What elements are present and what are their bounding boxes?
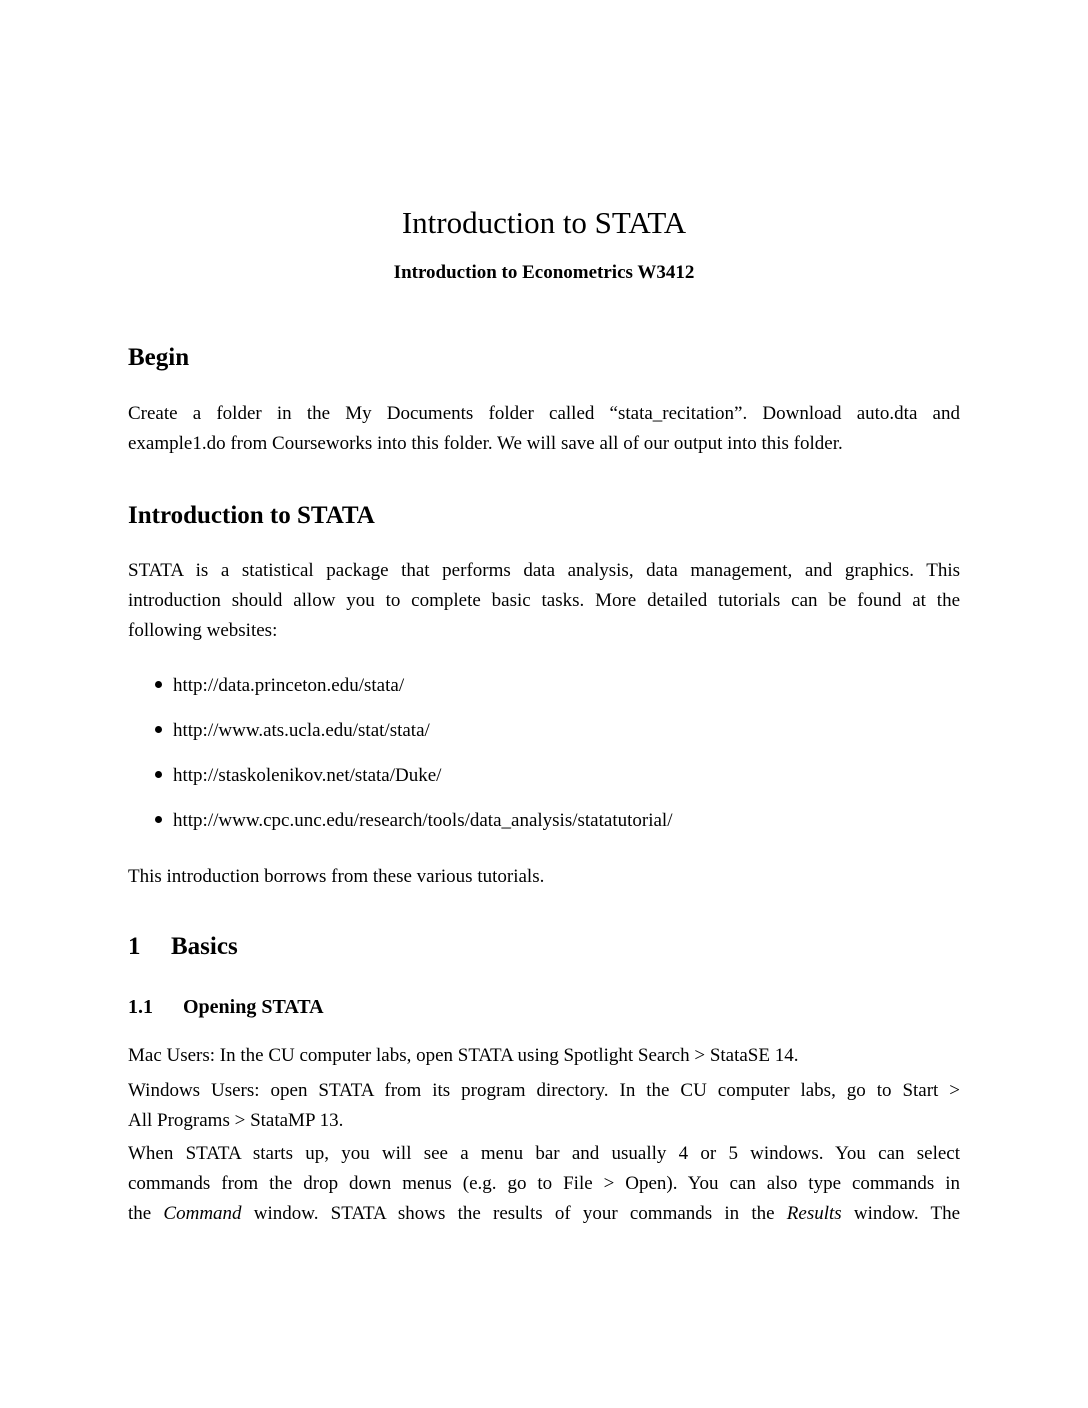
- text-run: window. STATA shows the results of your commands in the: [241, 1203, 787, 1224]
- bullet-icon: [155, 726, 162, 733]
- url-link[interactable]: http://staskolenikov.net/stata/Duke/: [173, 765, 442, 786]
- paragraph-line: following websites:: [128, 620, 278, 641]
- section-title: Basics: [171, 933, 238, 960]
- paragraph-line: Mac Users: In the CU computer labs, open STATA using Spotlight Search > StataSE 14.: [128, 1045, 799, 1066]
- text-run: the: [128, 1203, 164, 1224]
- paragraph-line: Create a folder in the My Documents folder called “stata_recitation”. Download auto.dta and: [128, 403, 960, 424]
- bullet-icon: [155, 816, 162, 823]
- document-title: Introduction to STATA: [401, 205, 687, 240]
- section-heading-intro: Introduction to STATA: [128, 502, 375, 529]
- paragraph-line: This introduction borrows from these various tutorials.: [128, 866, 545, 887]
- url-link[interactable]: http://www.cpc.unc.edu/research/tools/data_analysis/statatutorial/: [173, 810, 673, 831]
- paragraph-line: [128, 1199, 960, 1229]
- url-link[interactable]: http://www.ats.ucla.edu/stat/stata/: [173, 720, 430, 741]
- link-list-item: [155, 808, 672, 834]
- section-number: 1: [128, 933, 141, 960]
- link-list-item: [155, 673, 404, 699]
- paragraph-line: example1.do from Courseworks into this folder. We will save all of our output into this folder.: [128, 433, 843, 454]
- document-subtitle: Introduction to Econometrics W3412: [393, 262, 695, 283]
- url-link[interactable]: http://data.princeton.edu/stata/: [173, 675, 405, 696]
- paragraph-line: All Programs > StataMP 13.: [128, 1110, 344, 1131]
- text-run: window. The: [841, 1203, 961, 1224]
- bullet-icon: [155, 771, 162, 778]
- mac-paragraph: [128, 1041, 960, 1071]
- paragraph-line: When STATA starts up, you will see a menu bar and usually 4 or 5 windows. You can select: [128, 1143, 960, 1164]
- begin-paragraph: [128, 399, 960, 459]
- results-window-term: Results: [786, 1203, 842, 1224]
- subsection-title: Opening STATA: [183, 996, 324, 1018]
- link-list-item: [155, 763, 441, 789]
- command-window-term: Command: [163, 1203, 242, 1224]
- section-heading-begin: Begin: [128, 344, 190, 371]
- link-list-item: [155, 718, 430, 744]
- windows-paragraph: [128, 1076, 960, 1136]
- section-heading-basics: [128, 931, 238, 963]
- subsection-heading-opening: [128, 994, 324, 1020]
- subsection-number: 1.1: [128, 996, 153, 1018]
- bullet-icon: [155, 681, 162, 688]
- paragraph-line: commands from the drop down menus (e.g. go to File > Open). You can also type commands in: [128, 1173, 960, 1194]
- paragraph-line: STATA is a statistical package that performs data analysis, data management, and graphics. This: [128, 560, 960, 581]
- paragraph-line: introduction should allow you to complete basic tasks. More detailed tutorials can be found at the: [128, 590, 960, 611]
- paragraph-line: Windows Users: open STATA from its program directory. In the CU computer labs, go to Start >: [128, 1080, 960, 1101]
- intro-paragraph: [128, 556, 960, 646]
- startup-paragraph: [128, 1139, 960, 1229]
- intro-closing: [128, 862, 960, 892]
